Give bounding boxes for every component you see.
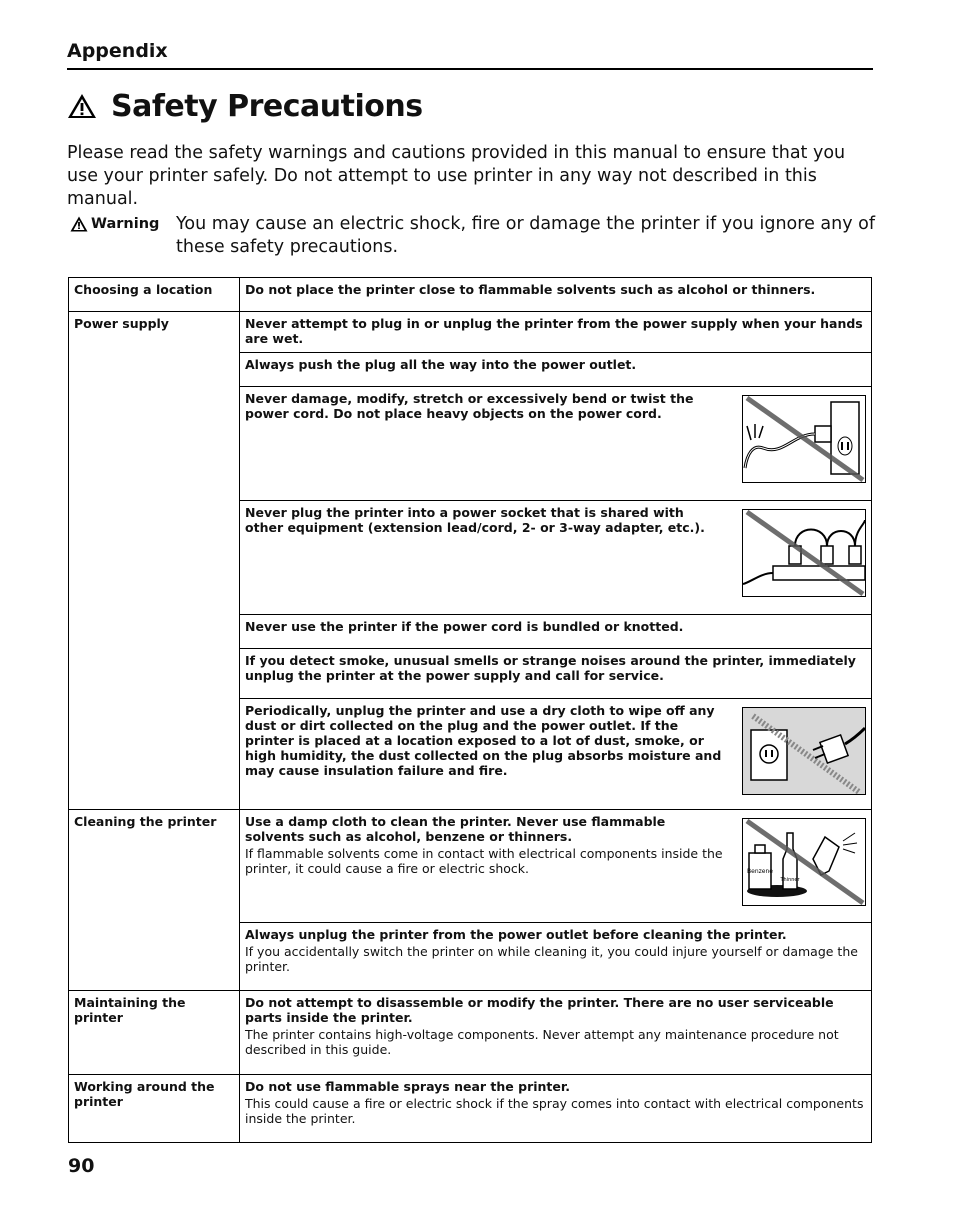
section-title: Appendix [67,40,168,62]
category-cell: Choosing a location [69,278,240,312]
warning-label-text: Warning [91,216,160,232]
rule-cell: Never use the printer if the power cord is bundled or knotted. [240,615,872,649]
thinner-label: Thinner [780,877,800,883]
rule-text: Do not attempt to disassemble or modify the printer. There are no user serviceable parts inside the printer. [245,995,834,1025]
bent-cord-prohibited-illustration [742,395,866,483]
rule-note: This could cause a fire or electric shock if the spray comes into contact with electrical components inside the printer. [245,1096,864,1126]
rule-cell: If you detect smoke, unusual smells or strange noises around the printer, immediately unplug the printer at the power supply and call for service. [240,649,872,699]
rule-cell [240,810,872,923]
warning-triangle-icon [70,216,88,232]
table-row [69,810,872,923]
rule-text: Never plug the printer into a power socket that is shared with other equipment (extension lead/cord, 2- or 3-way adapter, etc.). [245,505,705,535]
rule-cell [240,501,872,615]
rule-cell: Do not place the printer close to flammable solvents such as alcohol or thinners. [240,278,872,312]
dusty-plug-illustration [742,707,866,795]
category-cell: Cleaning the printer [69,810,240,991]
table-row [69,278,872,312]
section-header [67,40,873,70]
rule-cell: Always push the plug all the way into the power outlet. [240,353,872,387]
benzene-label: Benzene [747,868,773,875]
page-number: 90 [68,1155,95,1177]
rule-note: The printer contains high-voltage components. Never attempt any maintenance procedure not described in this guide. [245,1027,839,1057]
safety-table [68,277,872,1143]
rule-text: Periodically, unplug the printer and use a dry cloth to wipe off any dust or dirt collected on the plug and the power outlet. If the printer is placed at a location exposed to a lot of dust, smoke, or high humidity, the dust collected on the plug absorbs moisture and may cause insulation failure and fire. [245,703,722,778]
category-cell: Power supply [69,312,240,810]
page-title: Safety Precautions [111,88,423,124]
intro-paragraph: Please read the safety warnings and cautions provided in this manual to ensure that you use your printer safely. Do not attempt to use printer in any way not described in this manual. [67,143,846,209]
rule-cell [240,1075,872,1143]
shared-socket-prohibited-illustration [742,509,866,597]
rule-text: Always unplug the printer from the power outlet before cleaning the printer. [245,927,787,942]
table-row [69,991,872,1075]
table-row [69,312,872,353]
category-cell: Working around the printer [69,1075,240,1143]
rule-text: Never damage, modify, stretch or excessively bend or twist the power cord. Do not place heavy objects on the power cord. [245,391,694,421]
warning-triangle-icon [67,93,97,119]
rule-text: Use a damp cloth to clean the printer. Never use flammable solvents such as alcohol, benzene or thinners. [245,814,666,844]
flammable-solvents-prohibited-illustration [742,818,866,906]
rule-cell [240,991,872,1075]
rule-text: Do not use flammable sprays near the printer. [245,1079,570,1094]
rule-note: If flammable solvents come in contact with electrical components inside the printer, it could cause a fire or electric shock. [245,846,723,876]
page-title-row [67,86,423,126]
rule-cell [240,387,872,501]
warning-text: You may cause an electric shock, fire or damage the printer if you ignore any of these safety precautions. [176,214,876,257]
warning-label [70,216,159,232]
rule-note: If you accidentally switch the printer on while cleaning it, you could injure yourself or damage the printer. [245,944,858,974]
table-row [69,1075,872,1143]
rule-cell [240,923,872,991]
rule-cell [240,699,872,810]
category-cell: Maintaining the printer [69,991,240,1075]
rule-cell: Never attempt to plug in or unplug the printer from the power supply when your hands are wet. [240,312,872,353]
